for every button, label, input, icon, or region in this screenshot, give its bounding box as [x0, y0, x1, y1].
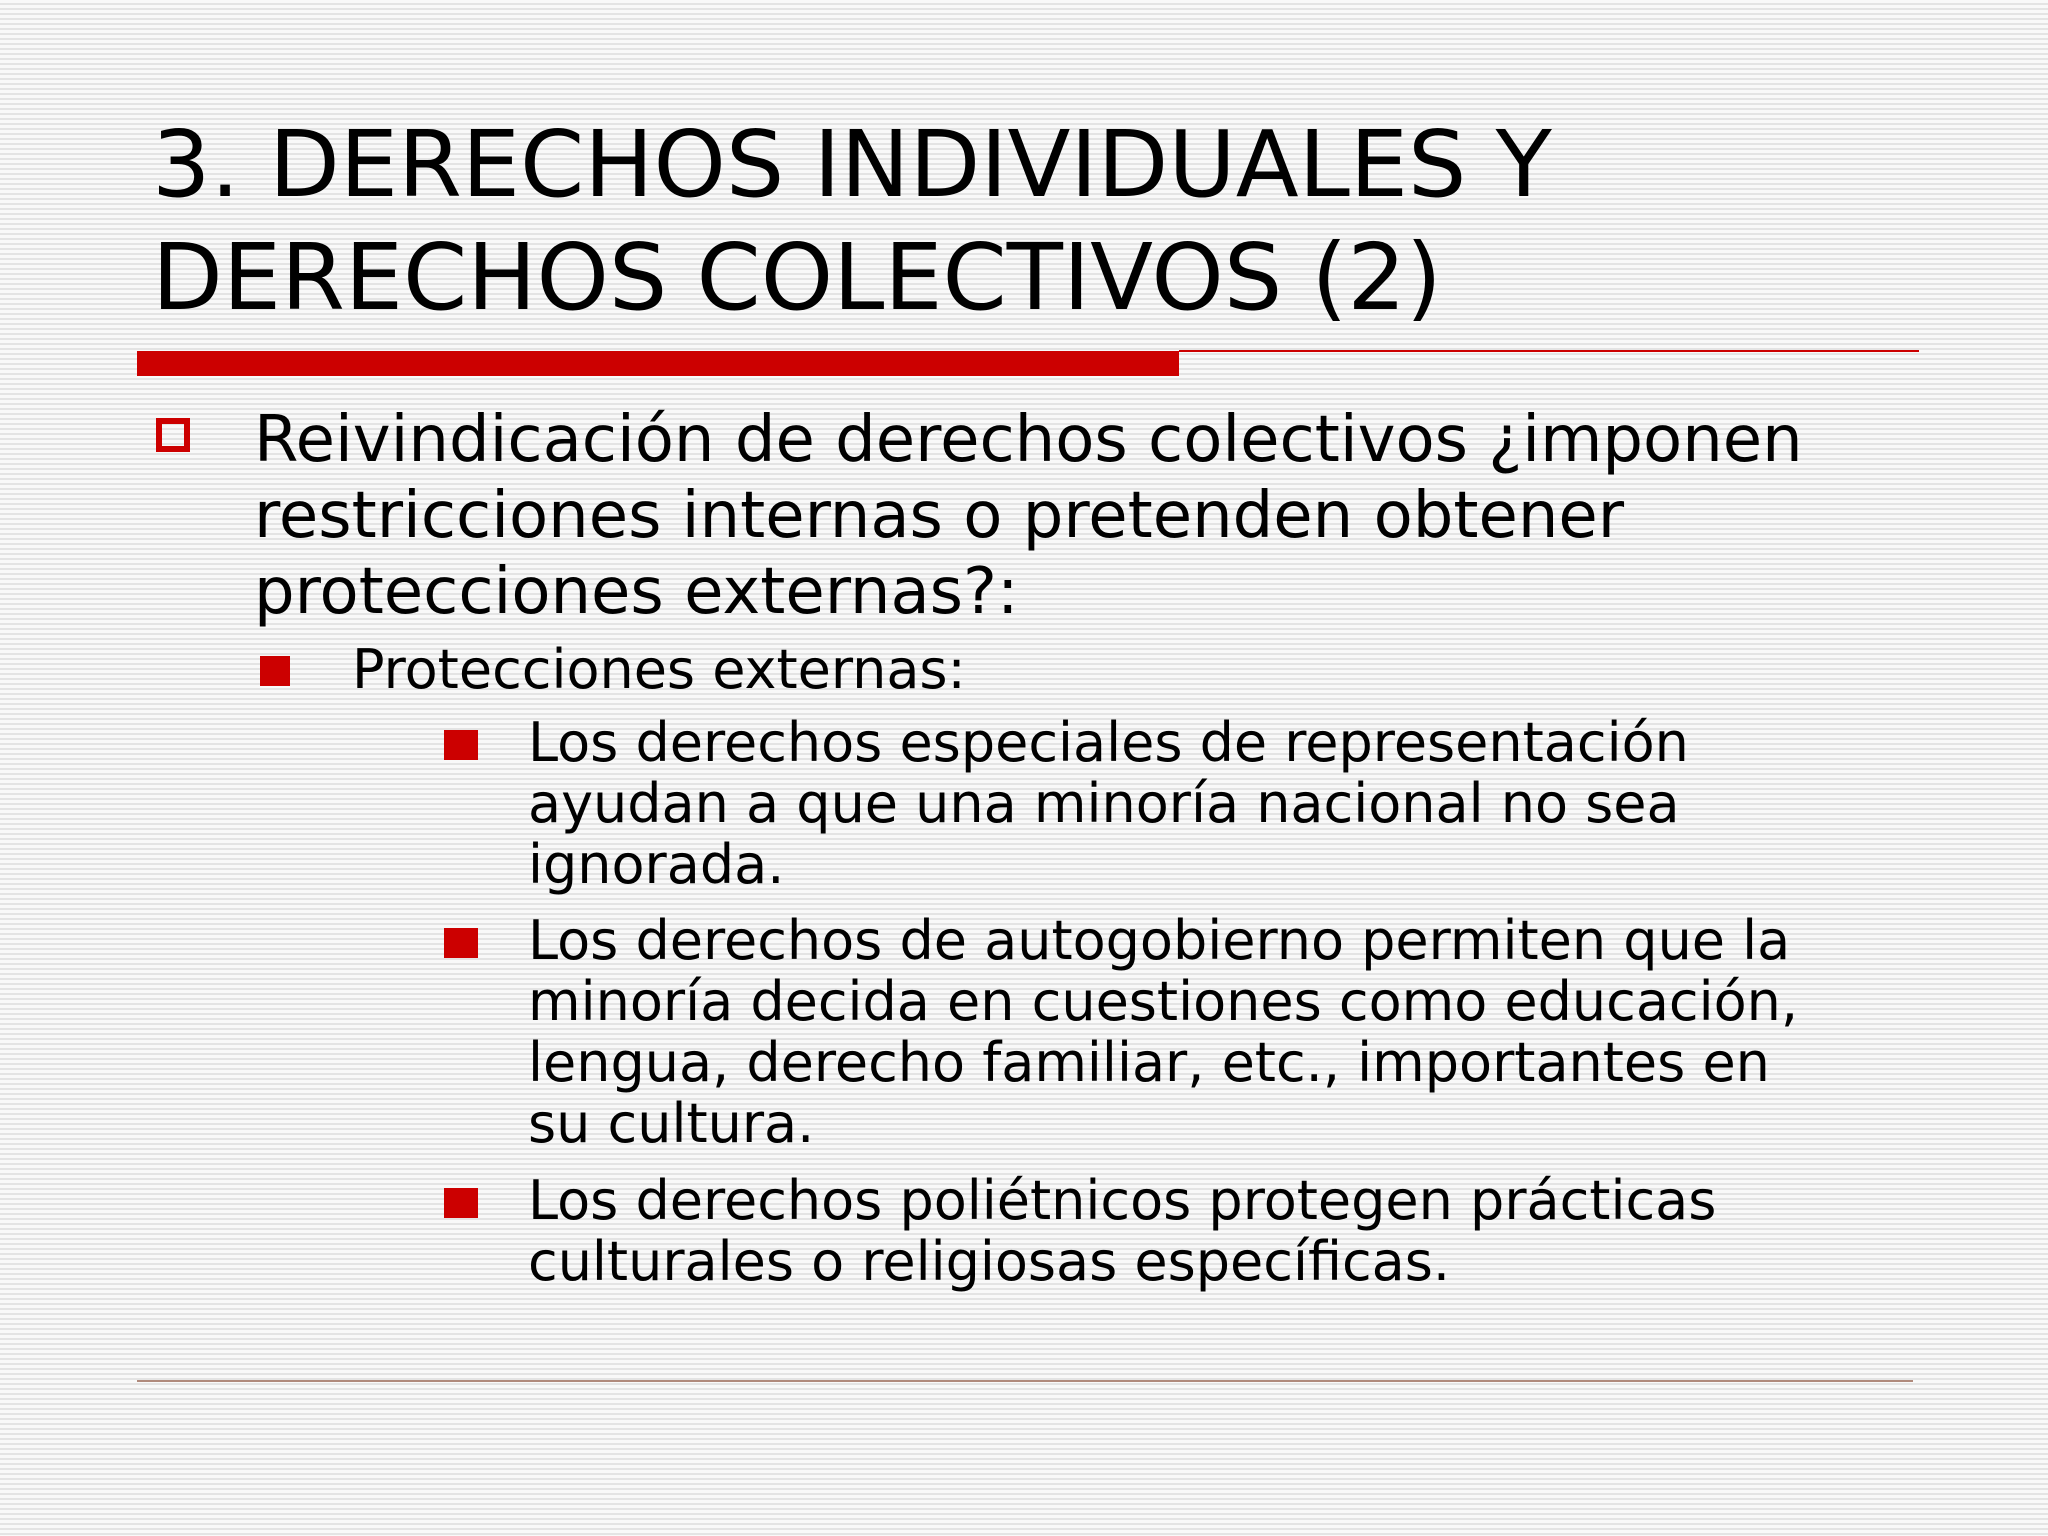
bullet-level-1-line: Reivindicación de derechos colectivos ¿imponen: [254, 403, 1803, 477]
slide-title-line-1: 3. DERECHOS INDIVIDUALES Y: [152, 111, 1552, 218]
bullet-level-3-line: minoría decida en cuestiones como educación,: [528, 970, 1799, 1033]
hollow-square-bullet-icon: [156, 418, 190, 452]
bullet-level-1-line: protecciones externas?:: [254, 555, 1019, 629]
bullet-level-3-line: culturales o religiosas específicas.: [528, 1230, 1451, 1293]
footer-rule: [137, 1380, 1913, 1382]
bullet-level-3-line: su cultura.: [528, 1092, 815, 1155]
bullet-level-3-item: [528, 712, 1908, 895]
title-underline-thin: [1179, 350, 1919, 352]
bullet-level-3-line: Los derechos especiales de representación: [528, 711, 1689, 774]
filled-square-bullet-icon: [444, 928, 478, 958]
bullet-level-3-line: ayudan a que una minoría nacional no sea: [528, 772, 1680, 835]
bullet-level-3-line: ignorada.: [528, 833, 785, 896]
bullet-level-3-line: lengua, derecho familiar, etc., importantes en: [528, 1031, 1770, 1094]
filled-square-bullet-icon: [444, 730, 478, 760]
bullet-level-3-item: [528, 910, 1908, 1154]
filled-square-bullet-icon: [444, 1188, 478, 1218]
slide-title: [152, 108, 1912, 334]
filled-square-bullet-icon: [260, 656, 290, 686]
slide-title-line-2: DERECHOS COLECTIVOS (2): [152, 224, 1442, 331]
title-underline-thick: [137, 351, 1179, 376]
bullet-level-3-line: Los derechos de autogobierno permiten que la: [528, 909, 1791, 972]
bullet-level-3-line: Los derechos poliétnicos protegen prácticas: [528, 1169, 1717, 1232]
bullet-level-3-item: [528, 1170, 1908, 1292]
bullet-level-2: Protecciones externas:: [352, 638, 966, 701]
bullet-level-1-line: restricciones internas o pretenden obtener: [254, 479, 1625, 553]
bullet-level-1: [254, 402, 1974, 630]
